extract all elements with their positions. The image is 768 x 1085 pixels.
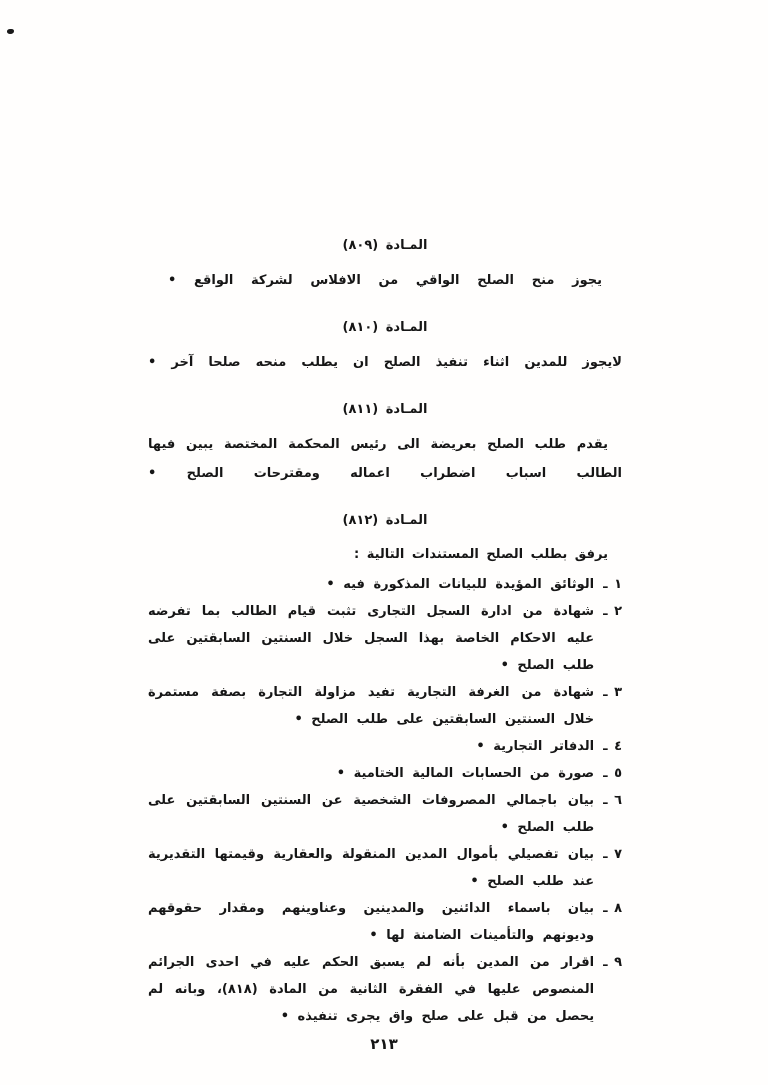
article-title: المـادة (٨٠٩) <box>342 238 428 253</box>
item-number: ٩ ـ <box>603 955 622 970</box>
list-item <box>148 760 622 787</box>
list-item <box>148 787 622 841</box>
article-body: يقدم طلب الصلح بعريضة الى رئيس المحكمة المختصة يبين فيها الطالب اسباب اضطراب اعماله ومقترحات الصلح • <box>148 437 622 481</box>
article-body: لايجوز للمدين اثناء تنفيذ الصلح ان يطلب منحه صلحا آخر • <box>148 355 622 370</box>
article-title: المـادة (٨١١) <box>342 402 428 417</box>
item-number: ٦ ـ <box>603 793 622 808</box>
item-number: ٨ ـ <box>603 901 622 916</box>
item-text: بيان تفصيلي بأموال المدين المنقولة والعقارية وقيمتها التقديرية عند طلب الصلح • <box>148 847 595 889</box>
item-text: صورة من الحسابات المالية الختامية • <box>336 766 595 781</box>
item-text: الدفاتر التجارية • <box>476 739 595 754</box>
item-number: ٥ ـ <box>603 766 622 781</box>
article-811 <box>148 402 622 488</box>
article-809 <box>148 238 622 295</box>
list-item <box>148 598 622 679</box>
list-item <box>148 733 622 760</box>
document-content <box>148 238 622 1055</box>
item-text: بيان باسماء الدائنين والمدينين وعناوينهم ومقدار حقوقهم وديونهم والتأمينات الضامنة لها • <box>148 901 595 943</box>
item-number: ٢ ـ <box>603 604 622 619</box>
list-item <box>148 679 622 733</box>
item-number: ٤ ـ <box>603 739 622 754</box>
article-810 <box>148 320 622 377</box>
item-text: اقرار من المدين بأنه لم يسبق الحكم عليه في احدى الجرائم المنصوص عليها في الفقرة الثانية من المادة (٨١٨)، وبانه لم يحصل من قبل على صلح واق يجرى تنفيذه • <box>148 955 595 1024</box>
list-item <box>148 895 622 949</box>
item-text: شهادة من ادارة السجل التجارى تثبت قيام الطالب بما تفرضه عليه الاحكام الخاصة بهذا السجل خلال السنتين السابقتين على طلب الصلح • <box>148 604 595 673</box>
item-number: ٧ ـ <box>603 847 622 862</box>
list-item <box>148 571 622 598</box>
article-title: المـادة (٨١٢) <box>342 513 428 528</box>
article-body: يجوز منح الصلح الواقي من الافلاس لشركة الواقع • <box>168 273 602 288</box>
page-number: ٢١٣ <box>370 1035 398 1053</box>
item-text: الوثائق المؤيدة للبيانات المذكورة فيه • <box>326 577 595 592</box>
article-812 <box>148 513 622 1030</box>
list-item <box>148 949 622 1030</box>
article-intro: يرفق بطلب الصلح المستندات التالية : <box>354 547 608 562</box>
item-number: ١ ـ <box>603 577 622 592</box>
item-text: بيان باجمالي المصروفات الشخصية عن السنتين السابقتين على طلب الصلح • <box>148 793 595 835</box>
article-title: المـادة (٨١٠) <box>342 320 428 335</box>
item-text: شهادة من الغرفة التجارية تفيد مزاولة التجارة بصفة مستمرة خلال السنتين السابقتين على طلب الصلح • <box>148 685 595 727</box>
list-item <box>148 841 622 895</box>
item-number: ٣ ـ <box>603 685 622 700</box>
scan-artifact-speck <box>7 29 14 34</box>
